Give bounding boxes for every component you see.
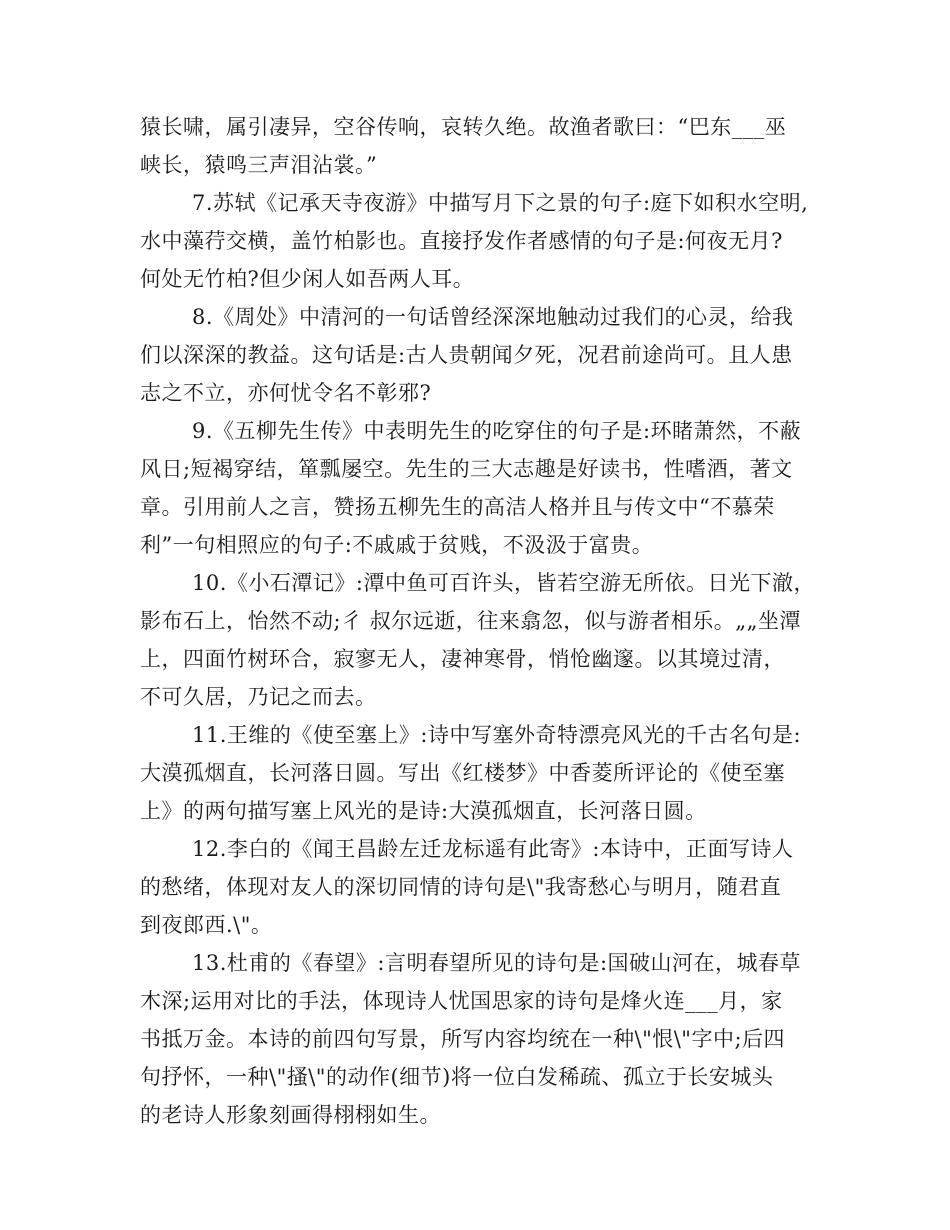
text-line: 不可久居，乃记之而去。 bbox=[140, 685, 377, 709]
text-line: 11.王维的《使至塞上》:诗中写塞外奇特漂亮风光的千古名句是: bbox=[192, 723, 802, 747]
text-line: 10.《小石潭记》:潭中鱼可百许头，皆若空游无所依。日光下澈， bbox=[192, 571, 815, 595]
text-line: 章。引用前人之言，赞扬五柳先生的高洁人格并且与传文中“不慕荣 bbox=[140, 495, 775, 519]
text-line: 利”一句相照应的句子:不戚戚于贫贱，不汲汲于富贵。 bbox=[140, 533, 654, 557]
text-line: 水中藻荇交横，盖竹柏影也。直接抒发作者感情的句子是:何夜无月? bbox=[140, 229, 783, 253]
text-line: 风日;短褐穿结，箪瓢屡空。先生的三大志趣是好读书，性嗜酒，著文 bbox=[140, 457, 793, 481]
text-line: 8.《周处》中清河的一句话曾经深深地触动过我们的心灵，给我 bbox=[192, 305, 794, 329]
paragraph-item-10 bbox=[140, 564, 820, 716]
paragraph-continuation bbox=[140, 108, 820, 184]
text-line: 志之不立，亦何忧令名不彰邪? bbox=[140, 381, 432, 405]
text-line: 猿长啸，属引凄异，空谷传响，哀转久绝。故渔者歌曰：“巴东___巫 bbox=[140, 115, 787, 139]
text-line: 的愁绪，体现对友人的深切同情的诗句是\"我寄愁心与明月，随君直 bbox=[140, 875, 782, 899]
text-line: 上，四面竹树环合，寂寥无人，凄神寒骨，悄怆幽邃。以其境过清， bbox=[140, 647, 785, 671]
text-line: 影布石上，怡然不动;彳 叔尔远逝，往来翕忽，似与游者相乐。„„坐潭 bbox=[140, 609, 802, 633]
text-line: 何处无竹柏?但少闲人如吾两人耳。 bbox=[140, 267, 475, 291]
text-line: 的老诗人形象刻画得栩栩如生。 bbox=[140, 1103, 441, 1127]
text-line: 句抒怀，一种\"搔\"的动作(细节)将一位白发稀疏、孤立于长安城头 bbox=[140, 1065, 774, 1089]
text-line: 峡长，猿鸣三声泪沾裳。” bbox=[140, 153, 378, 177]
paragraph-item-9 bbox=[140, 412, 820, 564]
paragraph-item-8 bbox=[140, 298, 820, 412]
text-line: 上》的两句描写塞上风光的是诗:大漠孤烟直，长河落日圆。 bbox=[140, 799, 707, 823]
paragraph-item-13 bbox=[140, 944, 820, 1134]
text-line: 们以深深的教益。这句话是:古人贵朝闻夕死，况君前途尚可。且人患 bbox=[140, 343, 793, 367]
text-line: 到夜郎西.\"。 bbox=[140, 913, 273, 937]
text-line: 12.李白的《闻王昌龄左迁龙标遥有此寄》:本诗中，正面写诗人 bbox=[192, 837, 794, 861]
text-line: 木深;运用对比的手法，体现诗人忧国思家的诗句是烽火连___月，家 bbox=[140, 989, 783, 1013]
paragraph-item-11 bbox=[140, 716, 820, 830]
document-page bbox=[140, 108, 820, 1134]
text-line: 9.《五柳先生传》中表明先生的吃穿住的句子是:环睹萧然，不蔽 bbox=[192, 419, 802, 443]
paragraph-item-12 bbox=[140, 830, 820, 944]
text-line: 大漠孤烟直，长河落日圆。写出《红楼梦》中香菱所评论的《使至塞 bbox=[140, 761, 785, 785]
paragraph-item-7 bbox=[140, 184, 820, 298]
text-line: 书抵万金。本诗的前四句写景，所写内容均统在一种\"恨\"字中;后四 bbox=[140, 1027, 786, 1051]
text-line: 13.杜甫的《春望》:言明春望所见的诗句是:国破山河在，城春草 bbox=[192, 951, 802, 975]
text-line: 7.苏轼《记承天寺夜游》中描写月下之景的句子:庭下如积水空明, bbox=[192, 191, 809, 215]
